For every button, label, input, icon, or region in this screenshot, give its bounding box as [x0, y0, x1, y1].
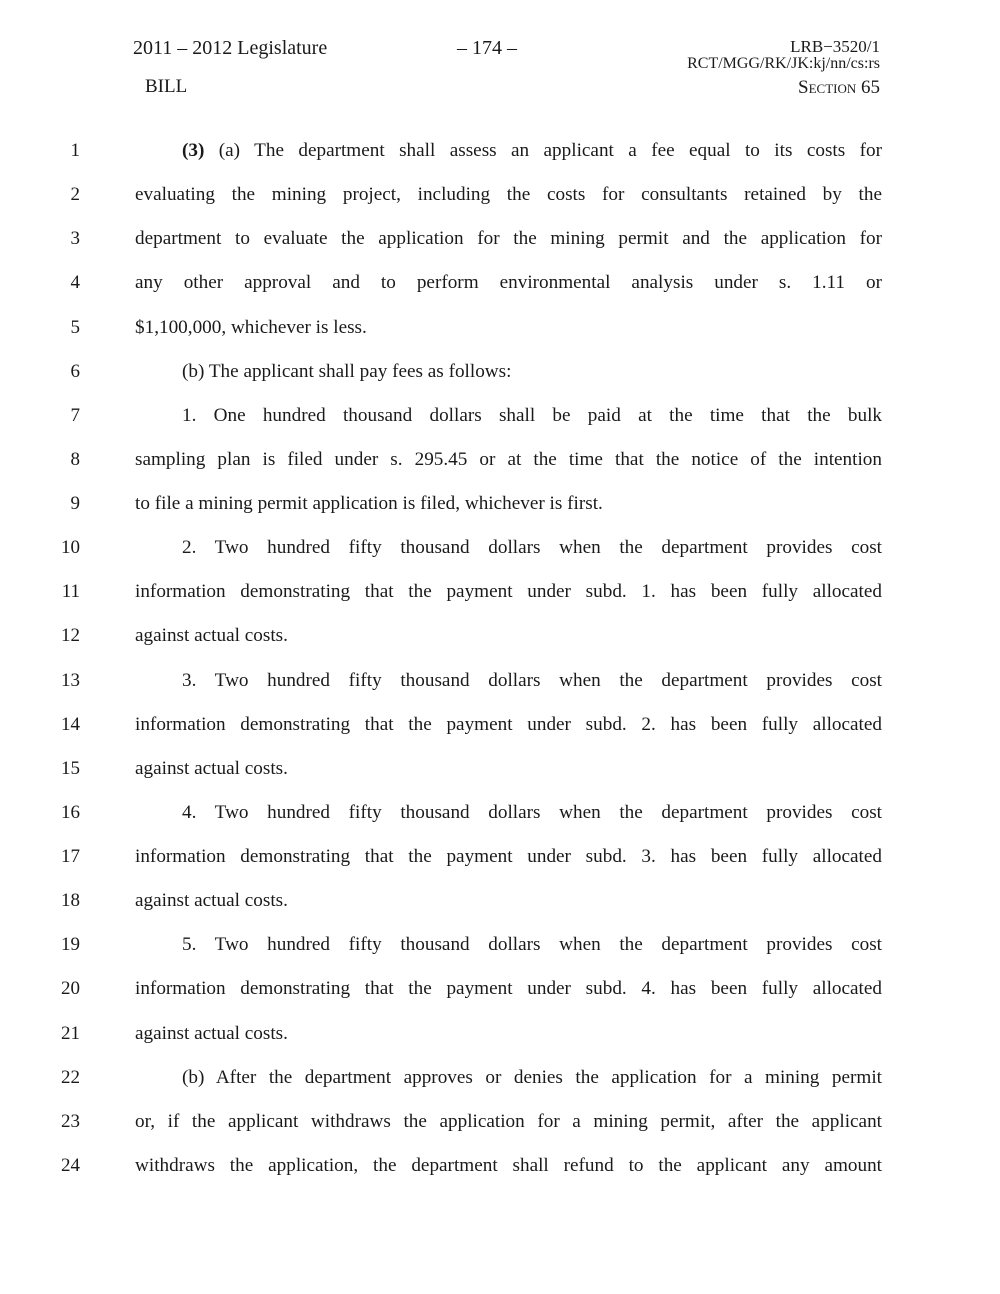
text-line: [0, 445, 1000, 475]
line-text: withdraws the application, the department shall refund to the applicant any amount: [135, 1154, 882, 1176]
text-line: [0, 1019, 1000, 1049]
line-number: 9: [70, 493, 80, 515]
line-number: 4: [70, 272, 80, 294]
page-number: – 174 –: [457, 37, 517, 59]
text-line: [0, 577, 1000, 607]
text-line: [0, 621, 1000, 651]
line-text: 5. Two hundred fifty thousand dollars when the department provides cost: [182, 934, 882, 956]
line-number: 15: [61, 757, 80, 779]
line-number: 8: [70, 448, 80, 470]
text-line: [0, 533, 1000, 563]
text-line: [0, 886, 1000, 916]
text-line: [0, 136, 1000, 166]
line-number: 1: [70, 140, 80, 161]
drafter-codes: RCT/MGG/RK/JK:kj/nn/cs:rs: [687, 55, 880, 72]
text-line: [0, 930, 1000, 960]
line-text: (b) After the department approves or denies the application for a mining permit: [182, 1066, 882, 1088]
legislature-label: 2011 – 2012 Legislature: [133, 37, 328, 59]
text-line: [0, 1151, 1000, 1181]
text-line: [0, 357, 1000, 387]
line-number: 20: [61, 978, 80, 1000]
line-text: department to evaluate the application for the mining permit and the application for: [135, 228, 882, 250]
line-number: 6: [70, 360, 80, 382]
text-line: [0, 754, 1000, 784]
line-number: 21: [61, 1022, 80, 1044]
line-number: 3: [70, 228, 80, 250]
line-number: 19: [61, 934, 80, 956]
line-number: 17: [61, 846, 80, 868]
line-text: against actual costs.: [135, 757, 288, 779]
section-label: Section 65: [798, 77, 880, 98]
line-text: $1,100,000, whichever is less.: [135, 316, 367, 338]
text-line: [0, 268, 1000, 298]
line-text: sampling plan is filed under s. 295.45 or at the time that the notice of the intention: [135, 448, 882, 470]
line-text: against actual costs.: [135, 1022, 288, 1044]
line-number: 13: [61, 669, 80, 691]
line-number: 24: [61, 1154, 80, 1176]
line-text: any other approval and to perform environmental analysis under s. 1.11 or: [135, 272, 882, 294]
line-text: 1. One hundred thousand dollars shall be paid at the time that the bulk: [182, 404, 882, 426]
line-content: (a) The department shall assess an applicant a fee equal to its costs for: [204, 140, 882, 161]
text-line: [0, 489, 1000, 519]
text-line: [0, 313, 1000, 343]
text-line: [0, 666, 1000, 696]
line-number: 22: [61, 1066, 80, 1088]
line-text: or, if the applicant withdraws the application for a mining permit, after the applicant: [135, 1110, 882, 1132]
line-number: 11: [61, 581, 80, 603]
line-text: to file a mining permit application is filed, whichever is first.: [135, 493, 603, 515]
line-text: evaluating the mining project, including the costs for consultants retained by the: [135, 184, 882, 206]
line-text: against actual costs.: [135, 625, 288, 647]
doc-type-label: BILL: [145, 76, 188, 97]
text-line: [0, 180, 1000, 210]
line-number: 7: [70, 404, 80, 426]
text-line: [0, 710, 1000, 740]
line-text: 4. Two hundred fifty thousand dollars when the department provides cost: [182, 801, 882, 823]
line-text: information demonstrating that the payment under subd. 2. has been fully allocated: [135, 713, 882, 735]
line-text: against actual costs.: [135, 890, 288, 912]
line-number: 10: [61, 537, 80, 559]
text-line: [0, 974, 1000, 1004]
line-number: 12: [61, 625, 80, 647]
line-text: [182, 136, 882, 166]
subsection-number: (3): [182, 140, 205, 161]
text-line: [0, 1063, 1000, 1093]
line-number: 2: [70, 184, 80, 206]
line-number: 23: [61, 1110, 80, 1132]
line-number: 5: [70, 316, 80, 338]
line-text: information demonstrating that the payment under subd. 3. has been fully allocated: [135, 846, 882, 868]
line-number: 16: [61, 801, 80, 823]
line-text: information demonstrating that the payment under subd. 1. has been fully allocated: [135, 581, 882, 603]
text-line: [0, 224, 1000, 254]
line-text: 2. Two hundred fifty thousand dollars when the department provides cost: [182, 537, 882, 559]
line-text: 3. Two hundred fifty thousand dollars when the department provides cost: [182, 669, 882, 691]
line-number: 18: [61, 890, 80, 912]
text-line: [0, 798, 1000, 828]
lrb-number: LRB−3520/1: [790, 37, 880, 56]
text-line: [0, 401, 1000, 431]
line-number: 14: [61, 713, 80, 735]
text-line: [0, 1107, 1000, 1137]
line-text: (b) The applicant shall pay fees as follows:: [182, 360, 512, 382]
line-text: information demonstrating that the payment under subd. 4. has been fully allocated: [135, 978, 882, 1000]
text-line: [0, 842, 1000, 872]
